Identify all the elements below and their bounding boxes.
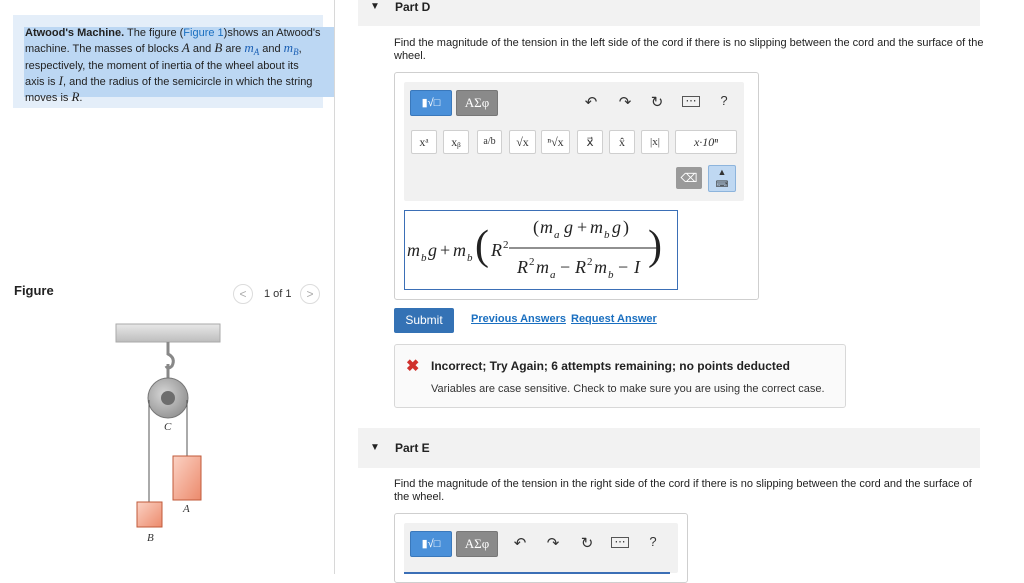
keyboard-icon[interactable]: ⋯ (611, 537, 629, 548)
unit-vector-button[interactable]: x̂ (609, 130, 635, 154)
svg-text:+: + (440, 240, 451, 260)
svg-text:−: − (560, 257, 571, 277)
keyboard-icon[interactable]: ⋯ (682, 96, 700, 107)
block-b (137, 502, 162, 527)
request-answer-link[interactable]: Request Answer (571, 313, 657, 325)
caret-down-icon[interactable]: ▼ (370, 1, 380, 12)
svg-text:g: g (564, 217, 573, 237)
svg-text:m: m (540, 217, 553, 237)
caret-down-icon[interactable]: ▼ (370, 442, 380, 453)
part-e-question: Find the magnitude of the tension in the right side of the cord if there is no slipping between the cord and the surface of the wheel. (394, 478, 972, 503)
svg-text:R: R (517, 257, 528, 277)
svg-text:I: I (634, 257, 640, 277)
greek-symbols-button[interactable]: ΑΣφ (456, 531, 498, 557)
reset-icon[interactable]: ↻ (650, 94, 664, 111)
pulley-axle (161, 391, 175, 405)
fraction-button[interactable]: a/b (477, 130, 502, 154)
svg-text:m: m (536, 257, 549, 277)
problem-title: Atwood's Machine. (25, 27, 125, 39)
part-d-question: Find the magnitude of the tension in the left side of the cord if there is no slipping between the cord and the surface of the wheel. (394, 37, 984, 62)
svg-text:a: a (554, 229, 560, 241)
svg-text:2: 2 (529, 256, 535, 268)
problem-statement: Atwood's Machine. The figure (Figure 1)shows an Atwood's machine. The masses of blocks A and B are $m_A$ and $m_B$, respectively, the moment of inertia of the wheel about its axis is I, and the radius of the semicircle in which the string moves is R. (25, 27, 321, 104)
sqrt-button[interactable]: √x (509, 130, 536, 154)
label-a: A (183, 503, 190, 515)
answer-input[interactable] (404, 210, 678, 290)
svg-text:m: m (594, 257, 607, 277)
svg-text:(: ( (475, 223, 489, 269)
atwood-machine-figure (100, 320, 230, 550)
undo-icon[interactable]: ↶ (513, 535, 527, 552)
feedback-box (394, 344, 846, 408)
subscript-button[interactable]: xᵦ (443, 130, 469, 154)
label-b: B (147, 532, 154, 544)
svg-text:): ) (648, 223, 662, 269)
reset-icon[interactable]: ↻ (580, 535, 594, 552)
redo-icon[interactable]: ↷ (618, 94, 632, 111)
templates-button[interactable]: ▮√□ (410, 531, 452, 557)
label-c: C (164, 421, 172, 433)
absolute-value-button[interactable]: |x| (641, 130, 669, 154)
error-icon: ✖ (406, 358, 420, 375)
svg-text:R: R (575, 257, 586, 277)
help-icon[interactable]: ? (649, 534, 657, 549)
svg-text:+: + (577, 217, 588, 237)
svg-text:m: m (590, 217, 603, 237)
backspace-icon[interactable]: ⌫ (676, 167, 702, 189)
svg-text:2: 2 (587, 256, 593, 268)
part-d-title: Part D (395, 0, 431, 14)
nth-root-button[interactable]: ⁿ√x (541, 130, 570, 154)
feedback-title: Incorrect; Try Again; 6 attempts remaining; no points deducted (431, 359, 790, 373)
svg-text:m: m (407, 240, 420, 260)
svg-text:g: g (612, 217, 621, 237)
chevron-right-icon[interactable]: > (300, 284, 320, 304)
feedback-detail: Variables are case sensitive. Check to make sure you are using the correct case. (431, 383, 825, 395)
part-d-header[interactable] (358, 0, 980, 26)
vector-button[interactable]: x⃗ (577, 130, 603, 154)
ceiling (116, 324, 220, 342)
svg-text:R: R (491, 240, 502, 260)
help-icon[interactable]: ? (720, 93, 728, 108)
svg-text:b: b (421, 252, 427, 264)
scientific-notation-button[interactable]: x·10ⁿ (675, 130, 737, 154)
redo-icon[interactable]: ↷ (546, 535, 560, 552)
submit-button[interactable]: Submit (394, 308, 454, 333)
svg-text:g: g (428, 240, 437, 260)
part-e-title: Part E (395, 441, 430, 455)
figure-counter: 1 of 1 (264, 288, 292, 300)
svg-text:b: b (467, 252, 473, 264)
svg-text:a: a (550, 269, 556, 281)
block-a (173, 456, 201, 500)
undo-icon[interactable]: ↶ (584, 94, 598, 111)
templates-button[interactable]: ▮√□ (410, 90, 452, 116)
svg-text:−: − (618, 257, 629, 277)
svg-text:): ) (623, 217, 629, 237)
superscript-button[interactable]: xᵃ (411, 130, 437, 154)
column-divider (334, 0, 335, 574)
svg-text:b: b (604, 229, 610, 241)
svg-text:m: m (453, 240, 466, 260)
svg-text:2: 2 (503, 239, 509, 251)
keyboard-toggle-icon[interactable]: ▲ ⌨ (708, 165, 736, 192)
svg-text:b: b (608, 269, 614, 281)
greek-symbols-button[interactable]: ΑΣφ (456, 90, 498, 116)
part-e-header[interactable] (358, 428, 980, 468)
figure-link[interactable]: Figure 1 (183, 27, 224, 39)
figure-heading: Figure (14, 283, 54, 298)
chevron-left-icon[interactable]: < (233, 284, 253, 304)
answer-expression (405, 211, 677, 289)
previous-answers-link[interactable]: Previous Answers (471, 313, 566, 325)
svg-text:(: ( (533, 217, 539, 237)
